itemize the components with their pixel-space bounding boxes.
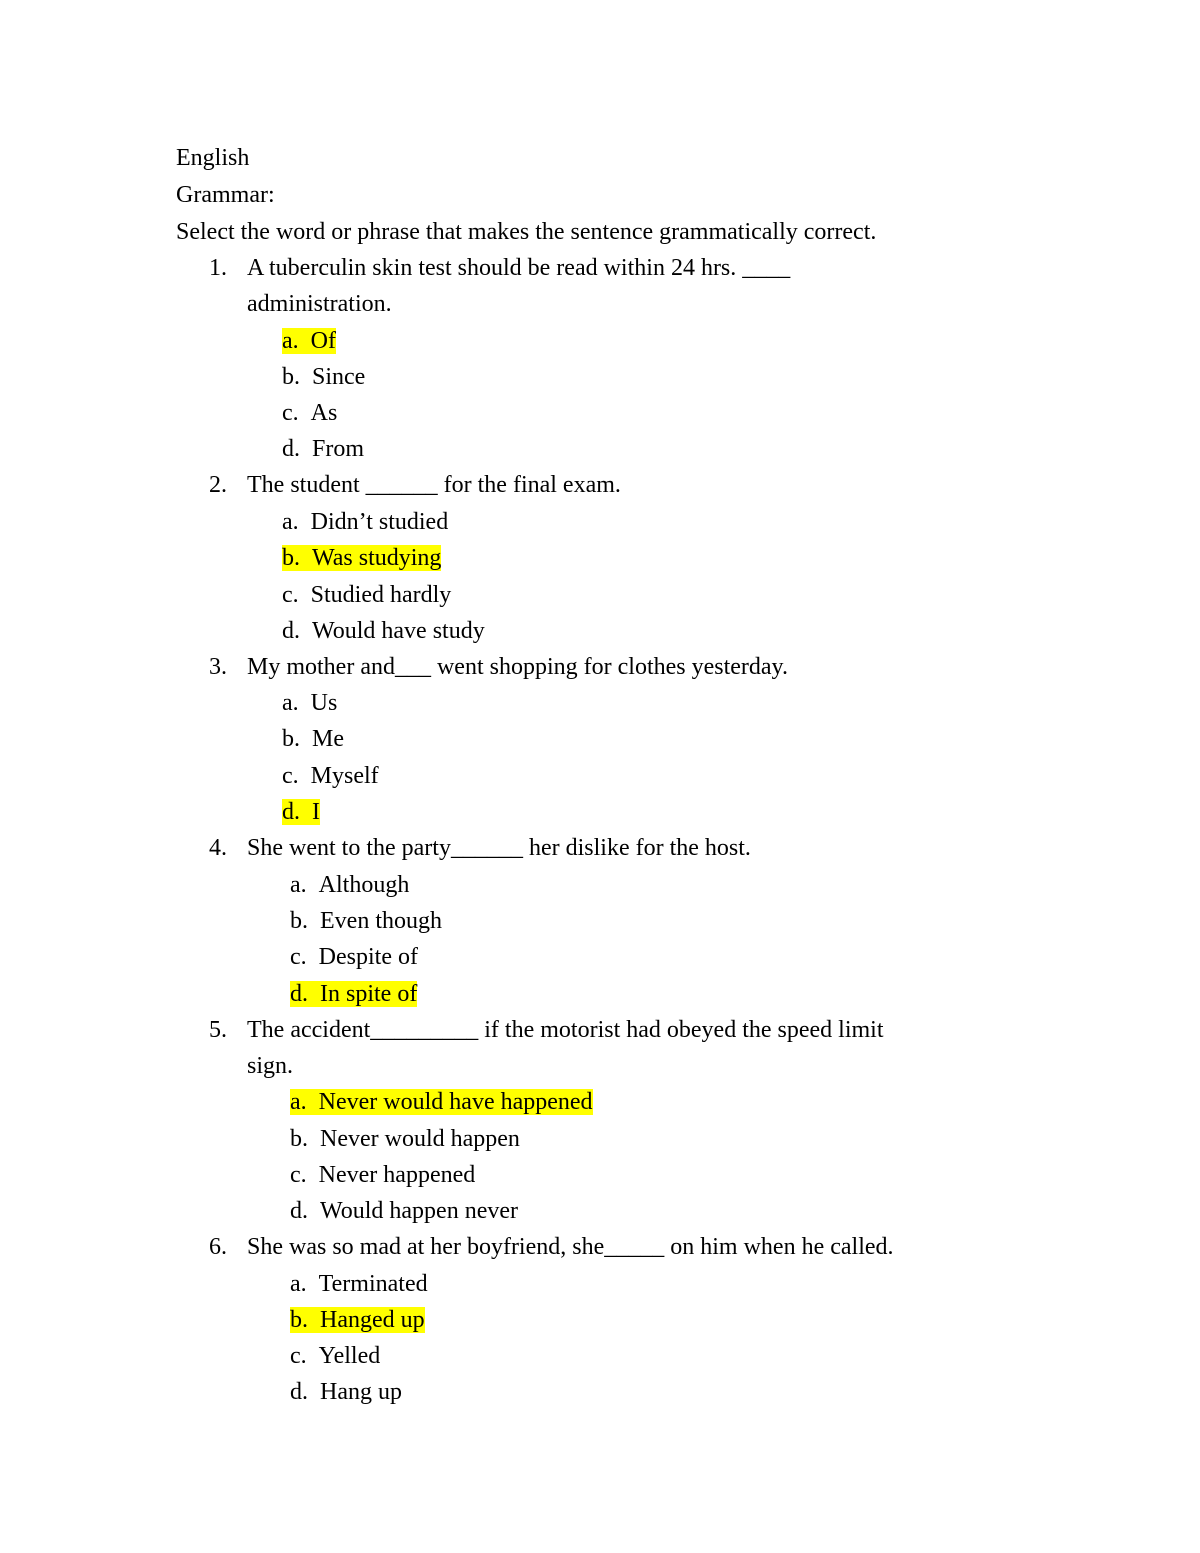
option-row xyxy=(282,581,451,609)
option-text: Didn’t studied xyxy=(310,509,449,535)
question-number: 4. xyxy=(209,835,227,861)
option-letter: b. xyxy=(290,908,308,934)
question-text: She was so mad at her boyfriend, she_____ on him when he called. xyxy=(247,1234,894,1260)
question-text: The accident_________ if the motorist had obeyed the speed limit xyxy=(247,1017,884,1043)
option-letter: d. xyxy=(290,1198,308,1224)
option-letter: d. xyxy=(282,799,300,825)
option-row xyxy=(282,435,364,463)
option-letter: b. xyxy=(290,1126,308,1152)
option-text: Even though xyxy=(320,908,442,934)
option-text: Hanged up xyxy=(320,1307,425,1333)
option-row xyxy=(282,798,320,826)
option-row xyxy=(282,544,441,572)
option-text: Never would have happened xyxy=(318,1089,593,1115)
option-letter: a. xyxy=(282,509,299,535)
option-text: Hang up xyxy=(320,1379,402,1405)
option-row xyxy=(290,1125,520,1153)
question-text: She went to the party______ her dislike for the host. xyxy=(247,835,751,861)
option-row xyxy=(290,1197,518,1225)
option-row xyxy=(282,327,336,355)
section-heading: Grammar: xyxy=(176,182,275,208)
option-row xyxy=(290,1306,425,1334)
option-text: As xyxy=(310,400,338,426)
option-text: Despite of xyxy=(318,944,418,970)
option-text: In spite of xyxy=(320,981,418,1007)
option-letter: a. xyxy=(290,872,307,898)
question-text-continued: sign. xyxy=(247,1053,294,1079)
option-letter: b. xyxy=(290,1307,308,1333)
option-text: Terminated xyxy=(318,1271,428,1297)
answer-highlight xyxy=(282,545,441,571)
option-letter: b. xyxy=(282,545,300,571)
option-row xyxy=(290,980,417,1008)
option-letter: c. xyxy=(282,763,299,789)
option-row xyxy=(290,1161,475,1189)
question-number: 5. xyxy=(209,1017,227,1043)
option-row xyxy=(290,1088,593,1116)
option-row xyxy=(290,1270,428,1298)
option-text: Myself xyxy=(310,763,379,789)
question-number: 1. xyxy=(209,255,227,281)
option-text: Studied hardly xyxy=(310,582,452,608)
option-row xyxy=(282,725,344,753)
option-text: Of xyxy=(310,328,336,354)
option-row xyxy=(282,508,448,536)
answer-highlight xyxy=(282,799,320,825)
option-text: Would happen never xyxy=(320,1198,518,1224)
option-letter: c. xyxy=(290,944,307,970)
option-letter: a. xyxy=(290,1271,307,1297)
question-number: 2. xyxy=(209,472,227,498)
option-row xyxy=(290,1378,402,1406)
option-row xyxy=(290,943,418,971)
question-text-continued: administration. xyxy=(247,291,392,317)
option-text: Since xyxy=(312,364,366,390)
answer-highlight xyxy=(290,981,417,1007)
option-text: Never would happen xyxy=(320,1126,520,1152)
option-row xyxy=(282,762,379,790)
option-text: Although xyxy=(318,872,410,898)
option-row xyxy=(282,689,337,717)
option-letter: d. xyxy=(290,1379,308,1405)
question-text: The student ______ for the final exam. xyxy=(247,472,621,498)
option-text: Yelled xyxy=(318,1343,381,1369)
option-row xyxy=(290,1342,380,1370)
option-row xyxy=(282,363,365,391)
instructions: Select the word or phrase that makes the sentence grammatically correct. xyxy=(176,219,877,245)
option-letter: a. xyxy=(282,328,299,354)
option-text: Us xyxy=(310,690,338,716)
option-letter: d. xyxy=(290,981,308,1007)
option-letter: d. xyxy=(282,618,300,644)
option-text: Would have study xyxy=(312,618,485,644)
option-row xyxy=(290,871,409,899)
option-text: Me xyxy=(312,726,344,752)
option-letter: c. xyxy=(282,582,299,608)
question-number: 6. xyxy=(209,1234,227,1260)
option-row xyxy=(282,617,485,645)
option-letter: c. xyxy=(290,1162,307,1188)
answer-highlight xyxy=(282,328,336,354)
option-row xyxy=(282,399,337,427)
question-text: A tuberculin skin test should be read within 24 hrs. ____ xyxy=(247,255,791,281)
answer-highlight xyxy=(290,1307,425,1333)
option-text: Never happened xyxy=(318,1162,476,1188)
option-letter: c. xyxy=(290,1343,307,1369)
option-text: From xyxy=(312,436,365,462)
question-number: 3. xyxy=(209,654,227,680)
answer-highlight xyxy=(290,1089,593,1115)
option-row xyxy=(290,907,442,935)
option-letter: b. xyxy=(282,726,300,752)
subject-heading: English xyxy=(176,145,250,171)
option-text: Was studying xyxy=(312,545,442,571)
option-letter: d. xyxy=(282,436,300,462)
option-text: I xyxy=(312,799,320,825)
option-letter: c. xyxy=(282,400,299,426)
option-letter: a. xyxy=(282,690,299,716)
option-letter: b. xyxy=(282,364,300,390)
option-letter: a. xyxy=(290,1089,307,1115)
question-text: My mother and___ went shopping for clothes yesterday. xyxy=(247,654,788,680)
